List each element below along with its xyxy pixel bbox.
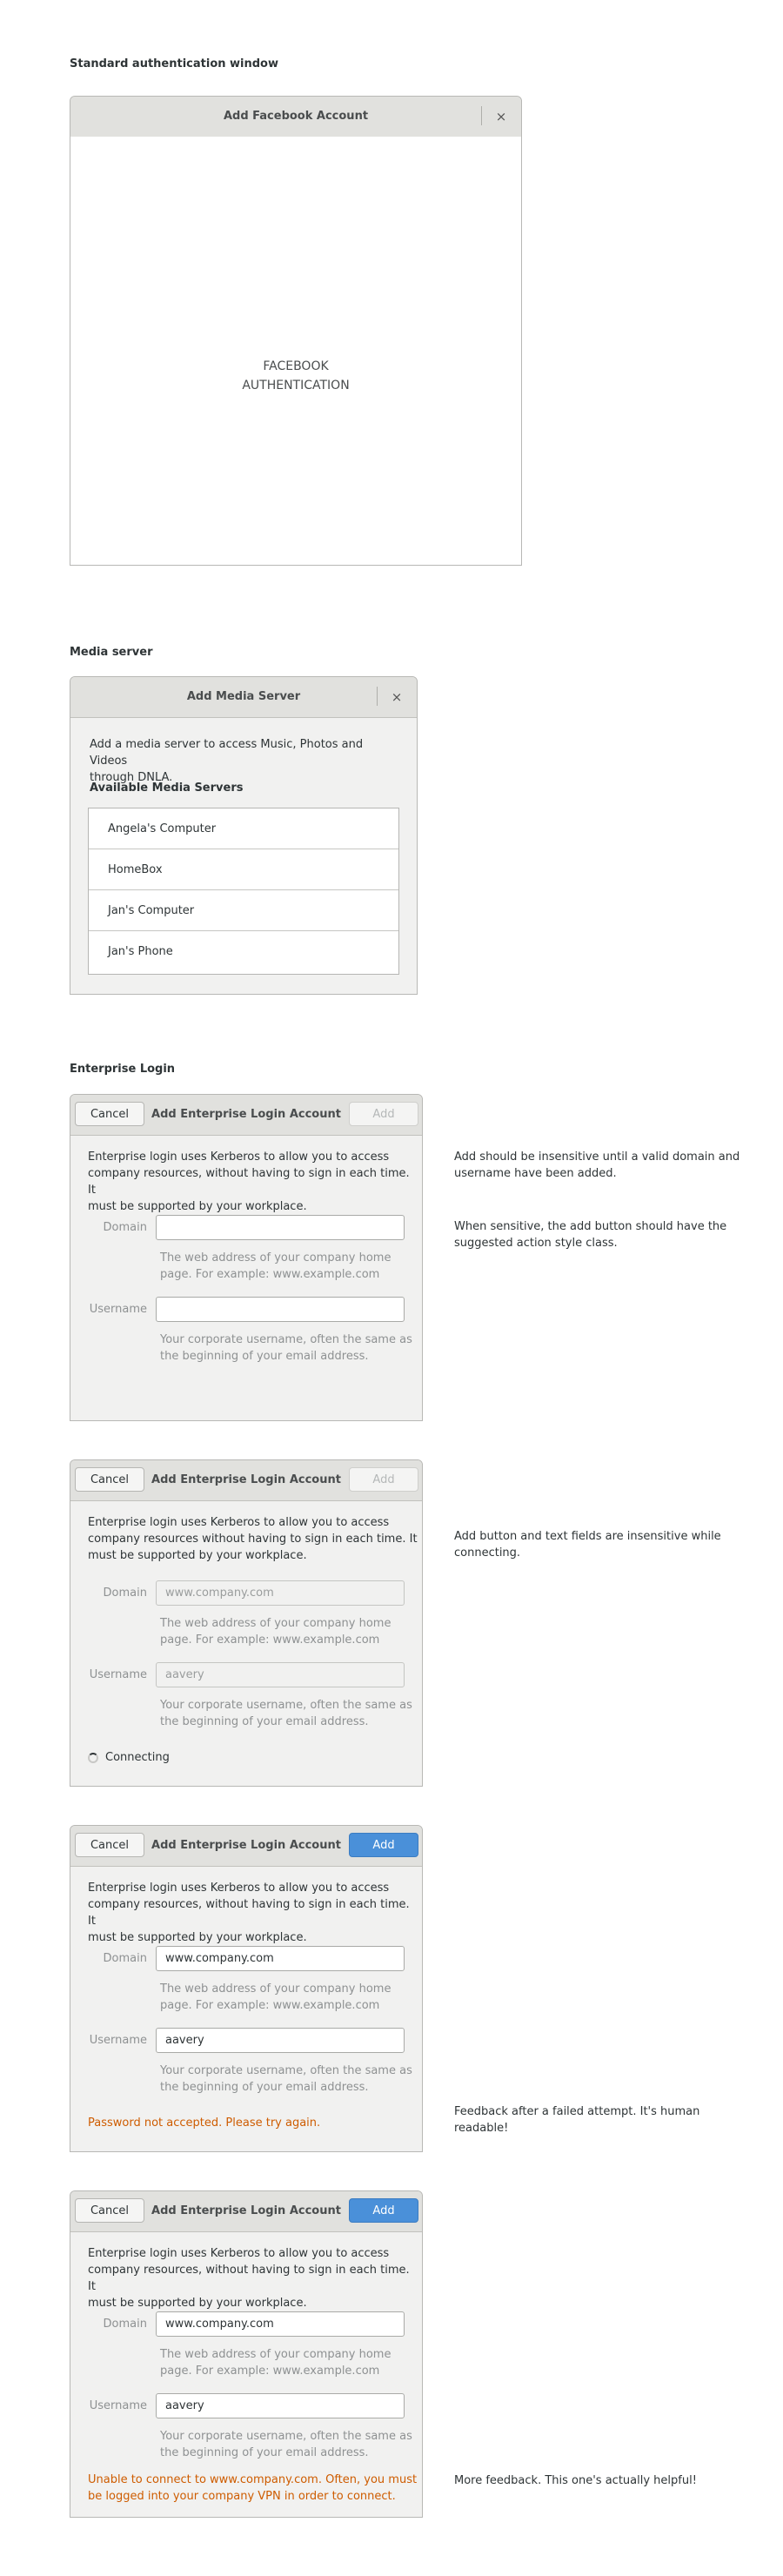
description-line: Enterprise login uses Kerberos to allow you to access: [88, 1882, 390, 1895]
titlebar-separator: [481, 106, 482, 125]
enterprise-titlebar: [70, 1826, 422, 1867]
description-line: Enterprise login uses Kerberos to allow you to access: [88, 2247, 390, 2260]
hint-line: Your corporate username, often the same as: [160, 1699, 412, 1712]
note-line: Feedback after a failed attempt. It's human: [454, 2105, 700, 2118]
note-line: suggested action style class.: [454, 1237, 618, 1250]
description-line: Enterprise login uses Kerberos to allow you to access: [88, 1516, 390, 1529]
note-line: When sensitive, the add button should have the: [454, 1220, 727, 1233]
hint-line: page. For example: www.example.com: [160, 1268, 380, 1281]
facebook-auth-area[interactable]: [70, 137, 521, 565]
hint-line: Your corporate username, often the same as: [160, 2430, 412, 2443]
media-servers-heading: Available Media Servers: [90, 782, 244, 795]
enterprise-window-title: Add Enterprise Login Account: [151, 2204, 341, 2217]
cancel-button[interactable]: Cancel: [75, 1102, 144, 1126]
facebook-auth-placeholder: [70, 357, 521, 395]
media-server-item[interactable]: Jan's Phone: [108, 945, 173, 958]
enterprise-window-title: Add Enterprise Login Account: [151, 1108, 341, 1121]
domain-hint: [160, 1981, 412, 2014]
section-title-media: Media server: [70, 646, 153, 659]
note-suggested-action: [454, 1218, 741, 1251]
username-label: Username: [89, 2034, 147, 2047]
description-line: through DNLA.: [90, 771, 173, 784]
username-input[interactable]: aavery: [156, 2028, 405, 2053]
description-line: must be supported by your workplace.: [88, 1549, 307, 1562]
cancel-button[interactable]: Cancel: [75, 1833, 144, 1857]
add-button[interactable]: Add: [349, 1467, 418, 1492]
error-message: [88, 2472, 418, 2505]
note-line: readable!: [454, 2122, 509, 2135]
media-server-item[interactable]: Angela's Computer: [89, 808, 398, 849]
close-icon[interactable]: ×: [391, 689, 403, 705]
description-line: company resources, without having to sign in each time. It: [88, 1898, 410, 1928]
username-label: Username: [89, 1303, 147, 1316]
domain-hint: [160, 2346, 412, 2379]
hint-line: page. For example: www.example.com: [160, 2365, 380, 2378]
cancel-button[interactable]: Cancel: [75, 1467, 144, 1492]
enterprise-window-password-error: [70, 1825, 423, 2152]
username-hint: [160, 2428, 412, 2461]
facebook-window: [70, 96, 522, 566]
username-hint: [160, 2063, 412, 2096]
note-insensitive-add: [454, 1149, 741, 1182]
enterprise-window-empty: [70, 1094, 423, 1421]
enterprise-description: [88, 1149, 418, 1215]
add-button[interactable]: Add: [349, 2198, 418, 2223]
hint-line: the beginning of your email address.: [160, 2081, 369, 2094]
enterprise-description: [88, 1514, 418, 1564]
hint-line: Your corporate username, often the same as: [160, 2064, 412, 2077]
username-input[interactable]: aavery: [156, 2393, 405, 2418]
description-line: Enterprise login uses Kerberos to allow you to access: [88, 1150, 390, 1164]
hint-line: The web address of your company home: [160, 1251, 392, 1265]
media-server-titlebar: [70, 677, 417, 718]
media-server-window-title: Add Media Server: [186, 690, 301, 703]
hint-line: The web address of your company home: [160, 1982, 392, 1996]
description-line: Add a media server to access Music, Photos and Videos: [90, 738, 364, 768]
hint-line: the beginning of your email address.: [160, 1350, 369, 1363]
enterprise-description: [88, 1880, 418, 1946]
titlebar-separator: [377, 687, 378, 706]
section-title-enterprise: Enterprise Login: [70, 1063, 176, 1076]
note-helpful-feedback: More feedback. This one's actually helpful!: [454, 2474, 697, 2487]
hint-line: The web address of your company home: [160, 2348, 392, 2361]
close-icon[interactable]: ×: [495, 109, 507, 124]
enterprise-titlebar: [70, 1460, 422, 1501]
enterprise-window-connecting: [70, 1459, 423, 1787]
domain-hint: [160, 1250, 412, 1283]
description-line: must be supported by your workplace.: [88, 1200, 307, 1213]
error-line: Unable to connect to www.company.com. Often, you must: [88, 2473, 418, 2486]
enterprise-description: [88, 2245, 418, 2311]
note-line: Add button and text fields are insensitive while: [454, 1530, 721, 1543]
facebook-placeholder-line: FACEBOOK: [263, 359, 329, 373]
hint-line: page. For example: www.example.com: [160, 1999, 380, 2012]
add-button[interactable]: Add: [349, 1102, 418, 1126]
note-connecting: [454, 1528, 741, 1561]
description-line: company resources without having to sign in each time. It: [88, 1533, 418, 1546]
note-line: Add should be insensitive until a valid domain and: [454, 1150, 740, 1164]
domain-hint: [160, 1615, 412, 1648]
hint-line: the beginning of your email address.: [160, 2446, 369, 2459]
section-title-standard: Standard authentication window: [70, 57, 278, 70]
hint-line: the beginning of your email address.: [160, 1715, 369, 1728]
description-line: company resources, without having to sign in each time. It: [88, 2264, 410, 2293]
connecting-status: Connecting: [105, 1751, 170, 1764]
facebook-titlebar: [70, 97, 521, 138]
media-server-item[interactable]: Jan's Computer: [89, 890, 398, 931]
username-input[interactable]: [156, 1297, 405, 1322]
username-hint: [160, 1697, 412, 1730]
domain-input[interactable]: www.company.com: [156, 2311, 405, 2337]
facebook-window-title: Add Facebook Account: [223, 110, 369, 123]
username-hint: [160, 1332, 412, 1365]
error-message: Password not accepted. Please try again.: [88, 2116, 321, 2130]
username-label: Username: [89, 2399, 147, 2412]
note-line: username have been added.: [454, 1167, 617, 1180]
facebook-placeholder-line: AUTHENTICATION: [242, 379, 350, 392]
domain-input[interactable]: www.company.com: [156, 1946, 405, 1971]
description-line: must be supported by your workplace.: [88, 2297, 307, 2310]
note-failed-attempt: [454, 2103, 741, 2137]
domain-label: Domain: [103, 2318, 147, 2331]
media-server-item[interactable]: HomeBox: [89, 849, 398, 890]
domain-input[interactable]: www.company.com: [156, 1580, 405, 1606]
enterprise-titlebar: [70, 1095, 422, 1136]
hint-line: The web address of your company home: [160, 1617, 392, 1630]
username-label: Username: [89, 1668, 147, 1681]
enterprise-window-vpn-error: [70, 2190, 423, 2518]
add-button[interactable]: Add: [349, 1833, 418, 1857]
spinner-icon: [88, 1753, 98, 1763]
media-server-description: [90, 736, 403, 786]
domain-label: Domain: [103, 1587, 147, 1600]
enterprise-titlebar: [70, 2191, 422, 2232]
media-server-window: [70, 676, 418, 995]
description-line: must be supported by your workplace.: [88, 1931, 307, 1944]
media-server-list: [88, 808, 399, 975]
note-line: connecting.: [454, 1546, 521, 1560]
hint-line: page. For example: www.example.com: [160, 1633, 380, 1647]
domain-label: Domain: [103, 1221, 147, 1234]
username-input[interactable]: aavery: [156, 1662, 405, 1687]
domain-input[interactable]: [156, 1215, 405, 1240]
cancel-button[interactable]: Cancel: [75, 2198, 144, 2223]
enterprise-window-title: Add Enterprise Login Account: [151, 1839, 341, 1852]
error-line: be logged into your company VPN in order to connect.: [88, 2490, 396, 2503]
domain-label: Domain: [103, 1952, 147, 1965]
hint-line: Your corporate username, often the same as: [160, 1333, 412, 1346]
enterprise-window-title: Add Enterprise Login Account: [151, 1473, 341, 1486]
description-line: company resources, without having to sign in each time. It: [88, 1167, 410, 1197]
